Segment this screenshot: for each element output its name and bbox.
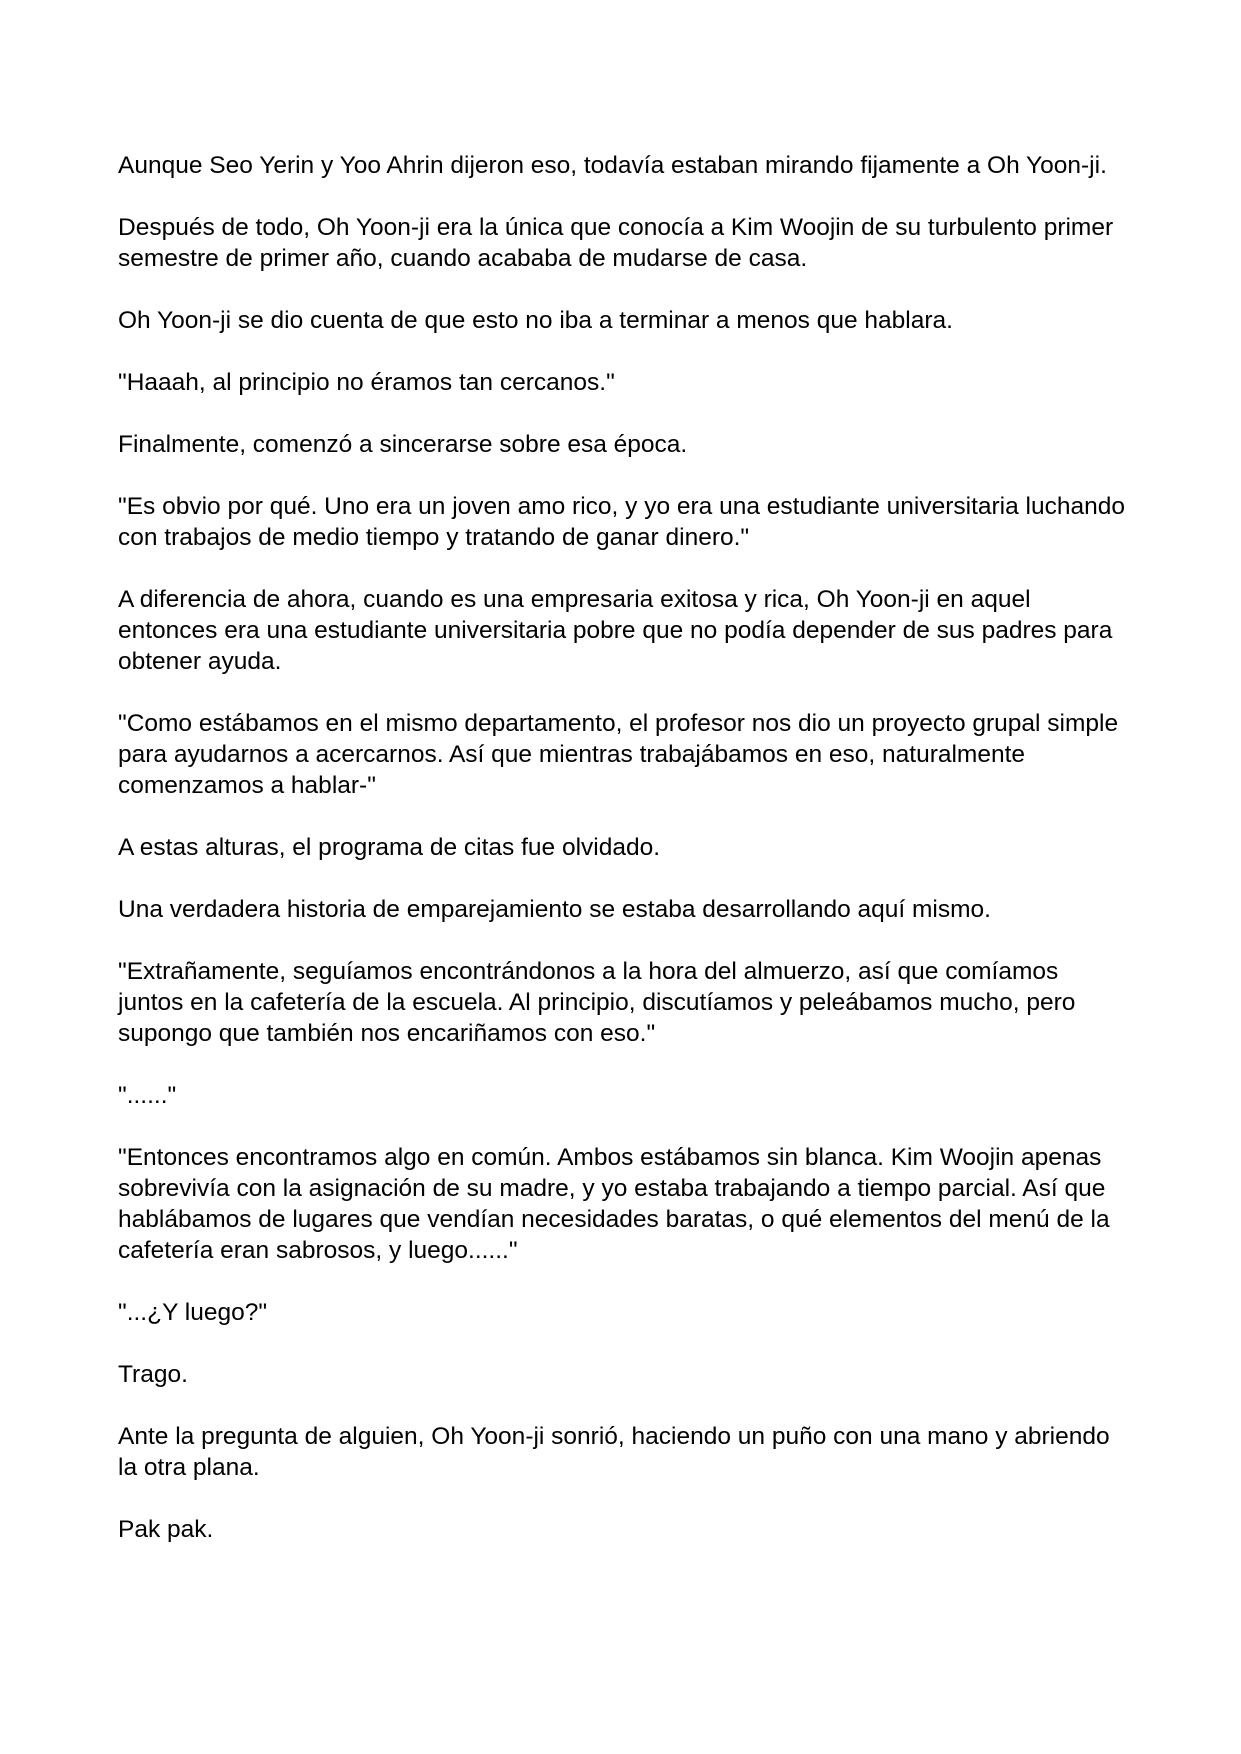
paragraph: "Extrañamente, seguíamos encontrándonos a la hora del almuerzo, así que comíamos juntos en la cafetería de la escuela. Al principio, discutíamos y peleábamos mucho, pero supongo que también nos encariñamos con eso." (118, 958, 1076, 1047)
paragraph: Ante la pregunta de alguien, Oh Yoon-ji sonrió, haciendo un puño con una mano y abriendo la otra plana. (118, 1423, 1110, 1481)
paragraph: Pak pak. (118, 1516, 214, 1543)
paragraph: Oh Yoon-ji se dio cuenta de que esto no iba a terminar a menos que hablara. (118, 307, 953, 334)
paragraph: Aunque Seo Yerin y Yoo Ahrin dijeron eso, todavía estaban mirando fijamente a Oh Yoon-ji. (118, 152, 1107, 179)
paragraph: Después de todo, Oh Yoon-ji era la única que conocía a Kim Woojin de su turbulento primer semestre de primer año, cuando acababa de mudarse de casa. (118, 214, 1114, 272)
paragraph: Trago. (118, 1361, 188, 1388)
document-body (118, 150, 1128, 1576)
paragraph: Una verdadera historia de emparejamiento se estaba desarrollando aquí mismo. (118, 896, 991, 923)
paragraph: "Como estábamos en el mismo departamento, el profesor nos dio un proyecto grupal simple para ayudarnos a acercarnos. Así que mientras trabajábamos en eso, naturalmente comenzamos a hablar-" (118, 710, 1119, 799)
paragraph: "Haaah, al principio no éramos tan cercanos." (118, 369, 615, 396)
paragraph: "...¿Y luego?" (118, 1299, 268, 1326)
paragraph: A estas alturas, el programa de citas fue olvidado. (118, 834, 661, 861)
paragraph: "......" (118, 1082, 177, 1109)
paragraph: A diferencia de ahora, cuando es una empresaria exitosa y rica, Oh Yoon-ji en aquel entonces era una estudiante universitaria pobre que no podía depender de sus padres para obtener ayuda. (118, 586, 1113, 675)
paragraph: "Entonces encontramos algo en común. Ambos estábamos sin blanca. Kim Woojin apenas sobrevivía con la asignación de su madre, y yo estaba trabajando a tiempo parcial. Así que hablábamos de lugares que vendían necesidades baratas, o qué elementos del menú de la cafetería eran sabrosos, y luego......" (118, 1144, 1110, 1264)
paragraph: Finalmente, comenzó a sincerarse sobre esa época. (118, 431, 688, 458)
paragraph: "Es obvio por qué. Uno era un joven amo rico, y yo era una estudiante universitaria luchando con trabajos de medio tiempo y tratando de ganar dinero." (118, 493, 1125, 551)
